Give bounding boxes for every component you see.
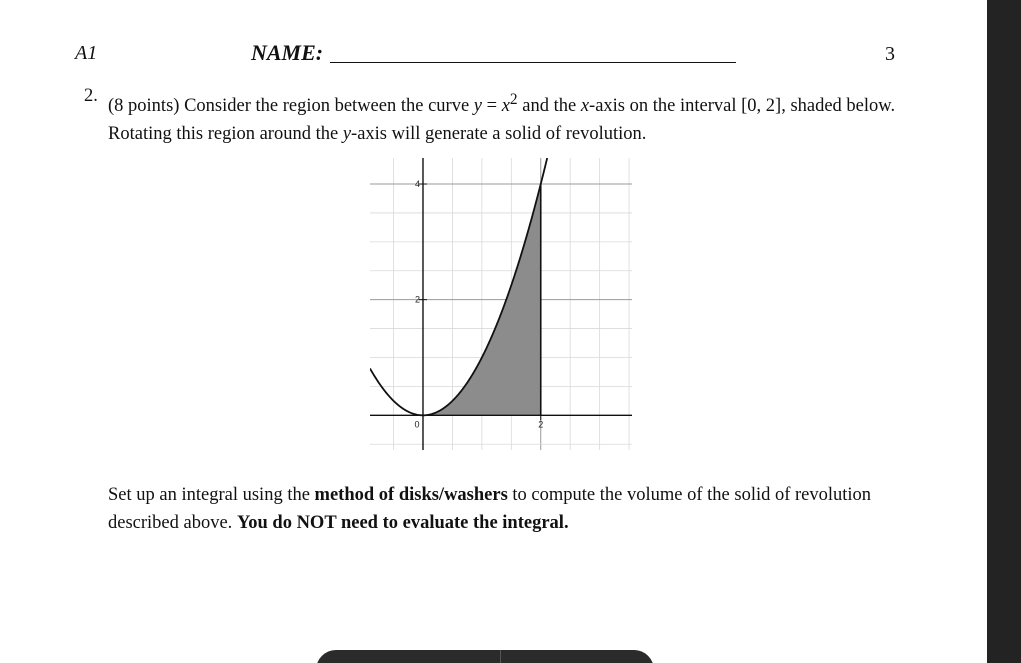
instructions-bold-1: method of disks/washers	[314, 485, 508, 505]
question-text-3: -axis on the interval	[589, 96, 737, 117]
toolbar-divider	[500, 650, 501, 663]
math-equals: =	[486, 96, 498, 117]
math-var-x: x	[501, 96, 510, 117]
question-text-2: and the	[522, 96, 577, 117]
math-exponent: 2	[509, 91, 518, 108]
instructions	[108, 481, 918, 537]
question-text-1: Consider the region between the curve	[184, 96, 470, 117]
question-number: 2.	[84, 86, 98, 106]
question-points: (8 points)	[108, 96, 180, 117]
question-text-5: -axis will generate a solid of revolution.	[351, 124, 647, 145]
question-text	[108, 86, 908, 148]
name-label: NAME:	[251, 40, 324, 65]
instructions-bold-2: You do NOT need to evaluate the integral.	[236, 513, 569, 533]
instructions-part-1: Set up an integral using the	[108, 485, 310, 505]
math-var-y-axis: y	[342, 124, 352, 145]
side-panel	[987, 0, 1021, 663]
viewer-toolbar[interactable]	[316, 650, 654, 663]
y-tick-label-2: 2	[414, 294, 420, 305]
y-tick-label-4: 4	[414, 179, 420, 190]
math-var-y: y	[473, 96, 483, 117]
region-graph	[370, 158, 632, 450]
name-blank-line	[330, 62, 736, 63]
math-var-x-axis: x	[580, 96, 590, 117]
math-interval: [0, 2]	[741, 96, 782, 117]
page-number: 3	[885, 43, 895, 65]
exam-id: A1	[75, 42, 98, 64]
question-text-4: , shaded below. Rotating this region around the	[108, 96, 896, 145]
x-tick-label-0: 0	[414, 419, 420, 430]
instructions-part-2: to compute the volume of the solid of revolution described above.	[108, 485, 872, 533]
x-tick-label-2: 2	[538, 419, 544, 430]
